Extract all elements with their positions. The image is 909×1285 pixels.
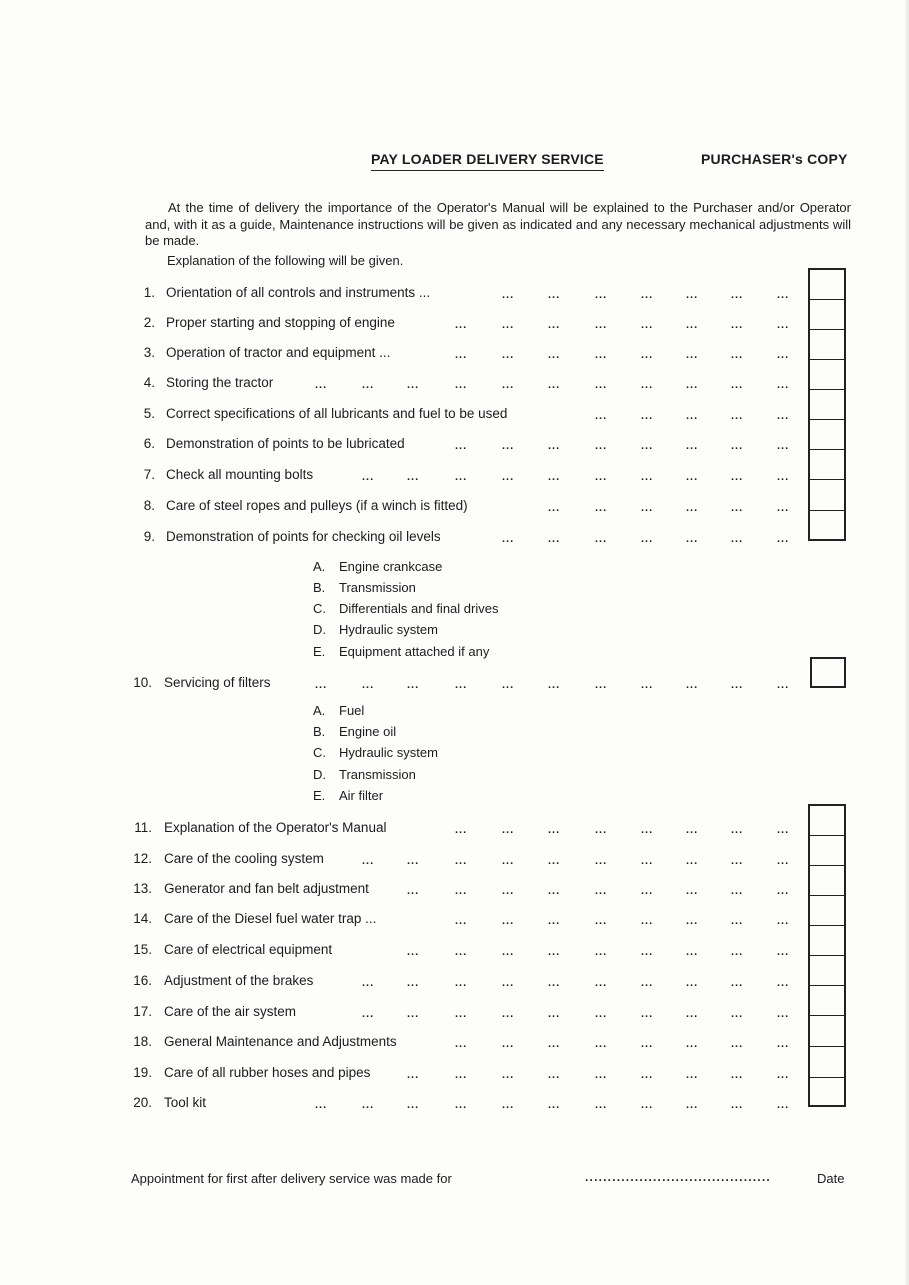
- dot-leader: ...: [777, 533, 790, 545]
- dot-leader: ...: [686, 1038, 699, 1050]
- dot-leader: ...: [315, 1099, 328, 1111]
- item-number: 19.: [133, 1065, 152, 1080]
- dot-leader: ...: [641, 471, 654, 483]
- dot-leader: ...: [777, 319, 790, 331]
- checkbox-column-1-9: [808, 268, 846, 541]
- checkbox-item-7[interactable]: [810, 450, 844, 480]
- dot-leader: ...: [502, 679, 515, 691]
- checkbox-item-11[interactable]: [810, 806, 844, 836]
- dot-leader: ...: [407, 1069, 420, 1081]
- sub-letter: E.: [313, 644, 326, 659]
- dot-leader: ...: [595, 885, 608, 897]
- checklist-item: [0, 467, 909, 487]
- checkbox-item-8[interactable]: [810, 480, 844, 511]
- dot-leader: ...: [777, 885, 790, 897]
- item-text: General Maintenance and Adjustments: [164, 1034, 397, 1049]
- dot-leader: ...: [595, 379, 608, 391]
- dot-leader: ...: [548, 1008, 561, 1020]
- dot-leader: ...: [686, 289, 699, 301]
- dot-leader: ...: [595, 319, 608, 331]
- dot-leader: ...: [455, 379, 468, 391]
- sub-text: Hydraulic system: [339, 745, 438, 760]
- filter-item: [313, 788, 383, 803]
- dot-leader: ...: [777, 349, 790, 361]
- dot-leader: ...: [641, 946, 654, 958]
- sub-letter: D.: [313, 622, 326, 637]
- dot-leader: ...: [315, 679, 328, 691]
- sub-text: Air filter: [339, 788, 384, 803]
- dot-leader: ...: [362, 855, 375, 867]
- dot-leader: ...: [731, 824, 744, 836]
- sub-text: Hydraulic system: [339, 622, 438, 637]
- dot-leader: ...: [686, 379, 699, 391]
- checkbox-item-6[interactable]: [810, 420, 844, 450]
- dot-leader: ...: [502, 855, 515, 867]
- checkbox-item-5[interactable]: [810, 390, 844, 420]
- dot-leader: ...: [641, 1008, 654, 1020]
- dot-leader: ...: [641, 410, 654, 422]
- dot-leader: ...: [595, 349, 608, 361]
- dot-leader: ...: [777, 440, 790, 452]
- dot-leader: ...: [686, 977, 699, 989]
- dot-leader: ...: [641, 885, 654, 897]
- dot-leader: ...: [548, 319, 561, 331]
- dot-leader: ...: [641, 977, 654, 989]
- sub-letter: C.: [313, 601, 326, 616]
- dot-leader: ...: [548, 679, 561, 691]
- dot-leader: ...: [731, 410, 744, 422]
- explanation-line: Explanation of the following will be given.: [167, 253, 404, 268]
- dot-leader: ...: [686, 319, 699, 331]
- dot-leader: ...: [407, 1099, 420, 1111]
- dot-leader: ...: [777, 502, 790, 514]
- checklist-item: [0, 973, 909, 993]
- checklist-item: [0, 285, 909, 305]
- dot-leader: ...: [777, 410, 790, 422]
- checkbox-item-4[interactable]: [810, 360, 844, 390]
- item-text: Care of all rubber hoses and pipes: [164, 1065, 371, 1080]
- dot-leader: ...: [731, 1038, 744, 1050]
- checkbox-item-19[interactable]: [810, 1047, 844, 1078]
- dot-leader: ...: [407, 855, 420, 867]
- dot-leader: ...: [455, 946, 468, 958]
- dot-leader: ...: [407, 471, 420, 483]
- dot-leader: ...: [595, 533, 608, 545]
- dot-leader: ...: [777, 1008, 790, 1020]
- dot-leader: ...: [686, 1069, 699, 1081]
- dot-leader: ...: [455, 885, 468, 897]
- item-number: 16.: [133, 973, 152, 988]
- dot-leader: ...: [777, 977, 790, 989]
- dot-leader: ...: [455, 977, 468, 989]
- dot-leader: ...: [731, 1069, 744, 1081]
- sub-letter: C.: [313, 745, 326, 760]
- dot-leader: ...: [731, 885, 744, 897]
- dot-leader: ...: [777, 679, 790, 691]
- item-number: 6.: [143, 436, 155, 451]
- dot-leader: ...: [548, 855, 561, 867]
- dot-leader: ...: [777, 915, 790, 927]
- filter-item: [313, 767, 416, 782]
- dot-leader: ...: [502, 1099, 515, 1111]
- dot-leader: ...: [641, 379, 654, 391]
- dot-leader: ...: [362, 679, 375, 691]
- item-text: Explanation of the Operator's Manual: [164, 820, 387, 835]
- item-text: Proper starting and stopping of engine: [166, 315, 395, 330]
- checklist-item: [0, 1004, 909, 1024]
- item-number: 14.: [133, 911, 152, 926]
- checklist-item: [0, 1095, 909, 1115]
- dot-leader: ...: [548, 289, 561, 301]
- checkbox-item-10[interactable]: [810, 657, 846, 688]
- intro-paragraph: At the time of delivery the importance of the Operator's Manual will be explained to the Purchaser and/or Operator and, with it as a guide, Maintenance instructions will be given as indicated and any necessary mechanical adjustments will be made.: [145, 200, 851, 248]
- sub-letter: B.: [313, 724, 326, 739]
- checkbox-item-3[interactable]: [810, 330, 844, 360]
- dot-leader: ...: [595, 977, 608, 989]
- checklist-item: [0, 529, 909, 549]
- dot-leader: ...: [362, 1008, 375, 1020]
- dot-leader: ...: [502, 1069, 515, 1081]
- dot-leader: ...: [641, 679, 654, 691]
- dot-leader: ...: [595, 1038, 608, 1050]
- dot-leader: ...: [731, 471, 744, 483]
- dot-leader: ...: [686, 1099, 699, 1111]
- dot-leader: ...: [548, 379, 561, 391]
- dot-leader: ...: [455, 679, 468, 691]
- oil-level-point: [313, 559, 442, 574]
- dot-leader: ...: [641, 440, 654, 452]
- item-text: Care of the air system: [164, 1004, 297, 1019]
- dot-leader: ...: [455, 440, 468, 452]
- dot-leader: ...: [548, 977, 561, 989]
- dot-leader: ...: [407, 946, 420, 958]
- filter-item: [313, 724, 396, 739]
- checkbox-item-16[interactable]: [810, 956, 844, 986]
- checklist-item: [0, 1034, 909, 1054]
- dot-leader: ...: [362, 379, 375, 391]
- dot-leader: ...: [686, 679, 699, 691]
- sub-text: Equipment attached if any: [339, 644, 490, 659]
- checklist-item: [0, 345, 909, 365]
- dot-leader: ...: [548, 440, 561, 452]
- page-title: PAY LOADER DELIVERY SERVICE: [371, 151, 604, 171]
- dot-leader: ...: [548, 1038, 561, 1050]
- dot-leader: ...: [641, 855, 654, 867]
- dot-leader: ...: [686, 533, 699, 545]
- dot-leader: ...: [686, 471, 699, 483]
- dot-leader: ...: [407, 379, 420, 391]
- dot-leader: ...: [502, 885, 515, 897]
- dot-leader: ...: [502, 1008, 515, 1020]
- dot-leader: ...: [502, 379, 515, 391]
- item-text: Adjustment of the brakes: [164, 973, 314, 988]
- dot-leader: ...: [686, 1008, 699, 1020]
- dot-leader: ...: [686, 855, 699, 867]
- dot-leader: ...: [777, 855, 790, 867]
- dot-leader: ...: [731, 349, 744, 361]
- checklist-item: [0, 911, 909, 931]
- dot-leader: ...: [595, 1069, 608, 1081]
- checkbox-item-13[interactable]: [810, 866, 844, 896]
- dot-leader: ...: [641, 533, 654, 545]
- sub-text: Engine oil: [339, 724, 397, 739]
- dot-leader: ...: [455, 349, 468, 361]
- checklist-item: [0, 942, 909, 962]
- item-number: 1.: [143, 285, 155, 300]
- dot-leader: ...: [686, 885, 699, 897]
- dot-leader: ...: [641, 915, 654, 927]
- oil-level-point: [313, 622, 438, 637]
- item-text: Generator and fan belt adjustment: [164, 881, 369, 896]
- item-text: Tool kit: [164, 1095, 207, 1110]
- dot-leader: ...: [548, 1099, 561, 1111]
- item-number: 5.: [143, 406, 155, 421]
- checkbox-item-1[interactable]: [810, 270, 844, 300]
- dot-leader: ...: [731, 1008, 744, 1020]
- dot-leader: ...: [455, 319, 468, 331]
- dot-leader: ...: [548, 349, 561, 361]
- dot-leader: ...: [731, 855, 744, 867]
- dot-leader: ...: [641, 1099, 654, 1111]
- dot-leader: ...: [777, 1069, 790, 1081]
- checklist-item: [0, 820, 909, 840]
- dot-leader: ...: [502, 319, 515, 331]
- dot-leader: ...: [595, 915, 608, 927]
- oil-level-point: [313, 601, 498, 616]
- checklist-item: [0, 1065, 909, 1085]
- dot-leader: ...: [502, 440, 515, 452]
- item-number: 11.: [134, 820, 152, 835]
- checklist-item: [0, 436, 909, 456]
- dot-leader: ...: [686, 410, 699, 422]
- sub-letter: B.: [313, 580, 326, 595]
- checkbox-item-15[interactable]: [810, 926, 844, 956]
- item-number: 3.: [143, 345, 155, 360]
- item-number: 10.: [133, 675, 152, 690]
- dot-leader: ...: [641, 289, 654, 301]
- dot-leader: ...: [548, 885, 561, 897]
- dot-leader: ...: [731, 977, 744, 989]
- dot-leader: ...: [686, 440, 699, 452]
- dot-leader: ...: [686, 349, 699, 361]
- checklist-item: [0, 675, 909, 695]
- appointment-date-field[interactable]: .........................................: [585, 1170, 771, 1184]
- dot-leader: ...: [455, 1099, 468, 1111]
- dot-leader: ...: [502, 471, 515, 483]
- item-number: 12.: [133, 851, 152, 866]
- item-number: 2.: [143, 315, 155, 330]
- dot-leader: ...: [455, 824, 468, 836]
- sub-letter: E.: [313, 788, 326, 803]
- dot-leader: ...: [595, 824, 608, 836]
- dot-leader: ...: [548, 471, 561, 483]
- dot-leader: ...: [595, 471, 608, 483]
- dot-leader: ...: [731, 502, 744, 514]
- dot-leader: ...: [777, 379, 790, 391]
- dot-leader: ...: [731, 533, 744, 545]
- dot-leader: ...: [502, 946, 515, 958]
- sub-letter: D.: [313, 767, 326, 782]
- dot-leader: ...: [731, 379, 744, 391]
- item-text: Care of steel ropes and pulleys (if a winch is fitted): [166, 498, 468, 513]
- dot-leader: ...: [641, 824, 654, 836]
- dot-leader: ...: [407, 977, 420, 989]
- dot-leader: ...: [731, 915, 744, 927]
- dot-leader: ...: [455, 1069, 468, 1081]
- dot-leader: ...: [548, 915, 561, 927]
- item-number: 20.: [133, 1095, 152, 1110]
- item-text: Demonstration of points to be lubricated: [166, 436, 405, 451]
- dot-leader: ...: [548, 946, 561, 958]
- dot-leader: ...: [686, 915, 699, 927]
- filter-item: [313, 745, 438, 760]
- item-text: Servicing of filters: [164, 675, 271, 690]
- dot-leader: ...: [315, 379, 328, 391]
- dot-leader: ...: [595, 679, 608, 691]
- dot-leader: ...: [502, 824, 515, 836]
- sub-text: Transmission: [339, 580, 416, 595]
- date-label: Date: [817, 1171, 845, 1186]
- dot-leader: ...: [548, 502, 561, 514]
- dot-leader: ...: [548, 533, 561, 545]
- item-text: Correct specifications of all lubricants and fuel to be used: [166, 406, 508, 421]
- sub-text: Transmission: [339, 767, 416, 782]
- copy-label: PURCHASER's COPY: [701, 151, 848, 167]
- dot-leader: ...: [731, 440, 744, 452]
- item-number: 9.: [143, 529, 155, 544]
- checkbox-item-12[interactable]: [810, 836, 844, 866]
- dot-leader: ...: [686, 502, 699, 514]
- dot-leader: ...: [502, 1038, 515, 1050]
- dot-leader: ...: [455, 471, 468, 483]
- checklist-item: [0, 881, 909, 901]
- checklist-item: [0, 498, 909, 518]
- dot-leader: ...: [731, 679, 744, 691]
- item-number: 8.: [143, 498, 155, 513]
- item-number: 18.: [133, 1034, 152, 1049]
- dot-leader: ...: [777, 289, 790, 301]
- dot-leader: ...: [641, 502, 654, 514]
- checkbox-item-17[interactable]: [810, 986, 844, 1016]
- dot-leader: ...: [686, 824, 699, 836]
- dot-leader: ...: [595, 1008, 608, 1020]
- dot-leader: ...: [407, 1008, 420, 1020]
- checklist-item: [0, 406, 909, 426]
- dot-leader: ...: [362, 977, 375, 989]
- item-text: Care of electrical equipment: [164, 942, 333, 957]
- appointment-label: Appointment for first after delivery service was made for: [131, 1171, 452, 1186]
- dot-leader: ...: [595, 410, 608, 422]
- checkbox-item-20[interactable]: [810, 1078, 844, 1105]
- sub-letter: A.: [313, 703, 326, 718]
- dot-leader: ...: [502, 349, 515, 361]
- dot-leader: ...: [777, 946, 790, 958]
- dot-leader: ...: [455, 855, 468, 867]
- checkbox-item-9[interactable]: [810, 511, 844, 539]
- dot-leader: ...: [595, 855, 608, 867]
- dot-leader: ...: [731, 946, 744, 958]
- item-text: Check all mounting bolts: [166, 467, 314, 482]
- checklist-item: [0, 375, 909, 395]
- dot-leader: ...: [686, 946, 699, 958]
- dot-leader: ...: [502, 289, 515, 301]
- sub-text: Differentials and final drives: [339, 601, 499, 616]
- dot-leader: ...: [362, 471, 375, 483]
- dot-leader: ...: [595, 502, 608, 514]
- dot-leader: ...: [548, 824, 561, 836]
- dot-leader: ...: [595, 1099, 608, 1111]
- dot-leader: ...: [455, 1008, 468, 1020]
- dot-leader: ...: [777, 471, 790, 483]
- oil-level-point: [313, 644, 489, 659]
- sub-letter: A.: [313, 559, 326, 574]
- dot-leader: ...: [455, 915, 468, 927]
- checklist-item: [0, 851, 909, 871]
- dot-leader: ...: [641, 1038, 654, 1050]
- checkbox-column-11-20: [808, 804, 846, 1107]
- checkbox-item-18[interactable]: [810, 1016, 844, 1047]
- item-text: Storing the tractor: [166, 375, 274, 390]
- sub-text: Fuel: [339, 703, 365, 718]
- filter-item: [313, 703, 364, 718]
- item-number: 13.: [133, 881, 152, 896]
- dot-leader: ...: [595, 289, 608, 301]
- checklist-item: [0, 315, 909, 335]
- item-number: 17.: [133, 1004, 152, 1019]
- dot-leader: ...: [731, 289, 744, 301]
- dot-leader: ...: [641, 349, 654, 361]
- item-text: Care of the cooling system: [164, 851, 324, 866]
- dot-leader: ...: [502, 915, 515, 927]
- dot-leader: ...: [731, 1099, 744, 1111]
- dot-leader: ...: [641, 319, 654, 331]
- item-text: Operation of tractor and equipment ...: [166, 345, 391, 360]
- sub-text: Engine crankcase: [339, 559, 443, 574]
- dot-leader: ...: [777, 824, 790, 836]
- item-number: 4.: [143, 375, 155, 390]
- dot-leader: ...: [595, 946, 608, 958]
- item-number: 15.: [133, 942, 152, 957]
- dot-leader: ...: [731, 319, 744, 331]
- dot-leader: ...: [407, 679, 420, 691]
- item-number: 7.: [143, 467, 155, 482]
- oil-level-point: [313, 580, 416, 595]
- dot-leader: ...: [502, 977, 515, 989]
- dot-leader: ...: [407, 885, 420, 897]
- dot-leader: ...: [777, 1038, 790, 1050]
- page-edge-shadow: [905, 0, 909, 1285]
- checkbox-item-2[interactable]: [810, 300, 844, 330]
- item-text: Care of the Diesel fuel water trap ...: [164, 911, 377, 926]
- dot-leader: ...: [777, 1099, 790, 1111]
- dot-leader: ...: [595, 440, 608, 452]
- item-text: Orientation of all controls and instruments ...: [166, 285, 431, 300]
- dot-leader: ...: [641, 1069, 654, 1081]
- dot-leader: ...: [455, 1038, 468, 1050]
- dot-leader: ...: [548, 1069, 561, 1081]
- item-text: Demonstration of points for checking oil levels: [166, 529, 441, 544]
- intro-block: [145, 200, 851, 250]
- checkbox-item-14[interactable]: [810, 896, 844, 926]
- dot-leader: ...: [502, 533, 515, 545]
- dot-leader: ...: [362, 1099, 375, 1111]
